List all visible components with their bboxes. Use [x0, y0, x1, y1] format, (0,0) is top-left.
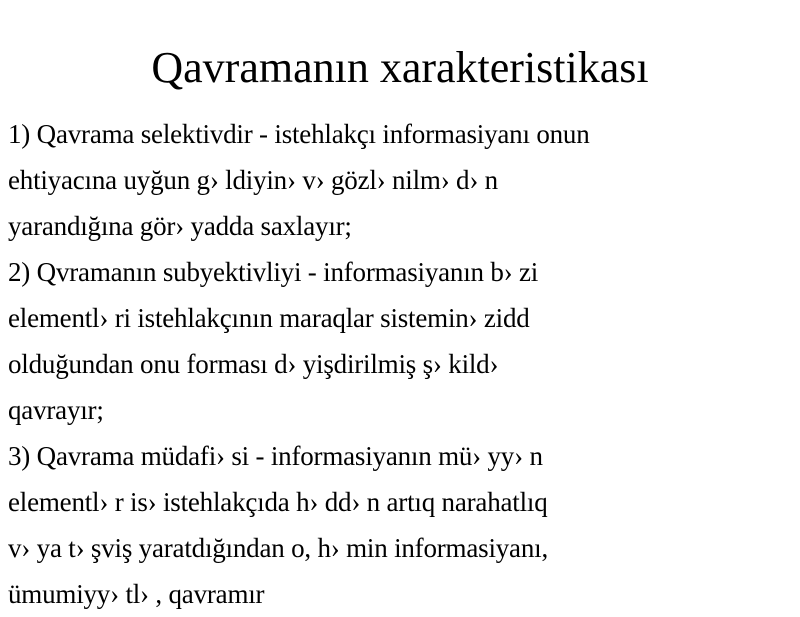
item-line: v› ya t› şviş yaratdığından o, h› min informasiyanı,	[8, 533, 548, 563]
slide-title: Qavramanın xarakteristikası	[151, 43, 649, 92]
item-line: olduğundan onu forması d› yişdirilmiş ş› kild›	[8, 349, 499, 379]
item-line: ehtiyacına uyğun g› ldiyin› v› gözl› nilm› d› n	[8, 165, 498, 195]
item-line: qavrayır;	[8, 395, 104, 425]
bullet-list	[8, 111, 798, 617]
list-item	[8, 111, 798, 249]
item-line: 2) Qvramanın subyektivliyi - informasiyanın b› zi	[8, 257, 539, 287]
item-line: 3) Qavrama müdafi› si - informasiyanın mü› yy› n	[8, 441, 543, 471]
list-item	[8, 433, 798, 617]
item-line: yarandığına gör› yadda saxlayır;	[8, 211, 352, 241]
item-line: elementl› r is› istehlakçıda h› dd› n artıq narahatlıq	[8, 487, 548, 517]
list-item	[8, 249, 798, 433]
item-line: elementl› ri istehlakçının maraqlar sistemin› zidd	[8, 303, 530, 333]
item-line: 1) Qavrama selektivdir - istehlakçı informasiyanı onun	[8, 119, 590, 149]
item-line: ümumiyy› tl› , qavramır	[8, 579, 265, 609]
